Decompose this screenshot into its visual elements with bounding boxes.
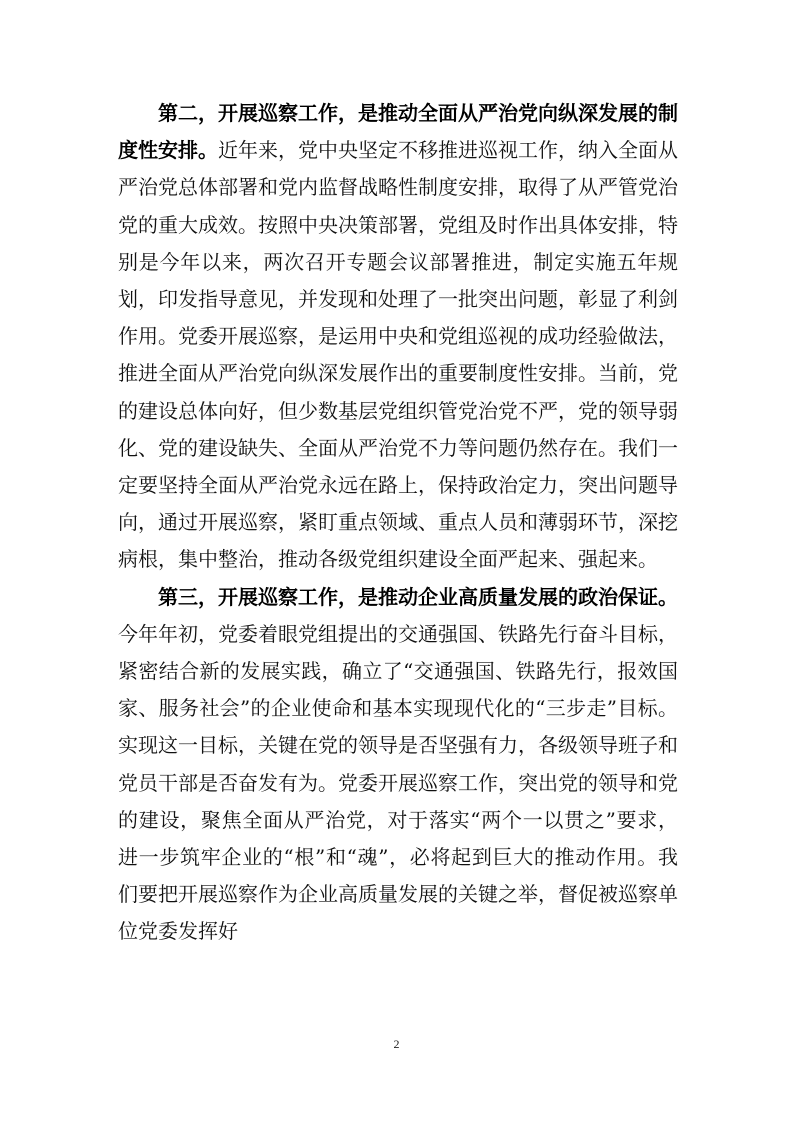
paragraph-lead-heading: 第三，开展巡察工作，是推动企业高质量发展的政治保证。	[158, 584, 678, 609]
paragraph-body-text: 近年来，党中央坚定不移推进巡视工作，纳入全面从严治党总体部署和党内监督战略性制度安排，取得了从严管党治党的重大成效。按照中央决策部署，党组及时作出具体安排，特别是今年以来，两次召开专题会议部署推进，制定实施五年规划，印发指导意见，并发现和处理了一批突出问题，彰显了利剑作用。党委开展巡察，是运用中央和党组巡视的成功经验做法，推进全面从严治党向纵深发展作出的重要制度性安排。当前，党的建设总体向好，但少数基层党组织管党治党不严，党的领导弱化、党的建设缺失、全面从严治党不力等问题仍然存在。我们一定要坚持全面从严治党永远在路上，保持政治定力，突出问题导向，通过开展巡察，紧盯重点领域、重点人员和薄弱环节，深挖病根，集中整治，推动各级党组织建设全面严起来、强起来。	[118, 138, 678, 572]
document-body	[118, 95, 678, 951]
paragraph-lead-heading: 第二，开展巡察工作，是推动全面从严治党向纵深发展的制度性安排。	[118, 101, 678, 163]
page-number: 2	[393, 1037, 400, 1051]
paragraph-third-point	[118, 579, 678, 951]
paragraph-body-text: 今年年初，党委着眼党组提出的交通强国、铁路先行奋斗目标，紧密结合新的发展实践，确立了“交通强国、铁路先行，报效国家、服务社会”的企业使命和基本实现现代化的“三步走”目标。实现这一目标，关键在党的领导是否坚强有力，各级领导班子和党员干部是否奋发有为。党委开展巡察工作，突出党的领导和党的建设，聚焦全面从严治党，对于落实“两个一以贯之”要求，进一步筑牢企业的“根”和“魂”，必将起到巨大的推动作用。我们要把开展巡察作为企业高质量发展的关键之举，督促被巡察单位党委发挥好	[118, 621, 678, 944]
paragraph-second-point	[118, 95, 678, 579]
